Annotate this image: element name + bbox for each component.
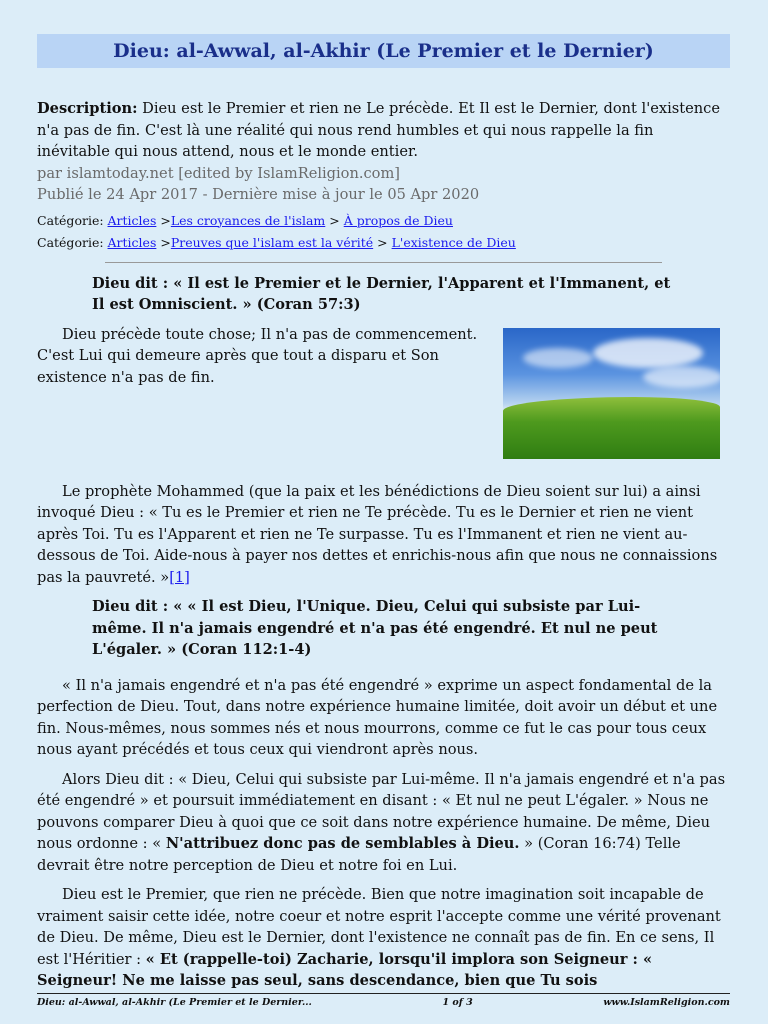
category-label: Catégorie: (37, 212, 104, 228)
quran-quote-1: Dieu dit : « Il est le Premier et le Dernier, l'Apparent et l'Immanent, et Il est Omniscient. » (Coran 57:3) (92, 274, 671, 313)
paragraph-3: « Il n'a jamais engendré et n'a pas été engendré » exprime un aspect fondamental de la perfection de Dieu. Tout, dans notre expérience humaine limitée, doit avoir un début et une fin. Nous-mêmes, nous sommes nés et nous mourrons, comme ce fut le cas pour tous ceux nous ayant précédés et tous ceux qui viendront après nous. (37, 676, 718, 758)
paragraph-4 (37, 769, 730, 877)
category-link-a-propos[interactable]: À propos de Dieu (343, 212, 453, 228)
category-line-2 (37, 232, 730, 254)
description (37, 98, 730, 163)
footer-site: www.IslamReligion.com (603, 997, 730, 1008)
quran-quote-2: Dieu dit : « « Il est Dieu, l'Unique. Dieu, Celui qui subsiste par Lui-même. Il n'a jamais engendré et n'a pas été engendré. Et nul ne peut L'égaler. » (Coran 112:1-4) (92, 598, 658, 658)
paragraph-5-bold: « Et (rappelle-toi) Zacharie, lorsqu'il implora son Seigneur : « Seigneur! Ne me laisse pas seul, sans descendance, bien que Tu sois (37, 950, 653, 989)
paragraph-5 (37, 884, 730, 992)
category-link-existence[interactable]: L'existence de Dieu (391, 234, 516, 250)
date-line: Publié le 24 Apr 2017 - Dernière mise à jour le 05 Apr 2020 (37, 186, 480, 203)
category-link-articles[interactable]: Articles (107, 234, 157, 250)
landscape-photo (503, 328, 720, 459)
breadcrumb-separator: > (373, 234, 392, 250)
author-line: par islamtoday.net [edited by IslamReligion.com] (37, 164, 400, 182)
description-label: Description: (37, 100, 138, 117)
paragraph-2-text: Le prophète Mohammed (que la paix et les bénédictions de Dieu soient sur lui) a ainsi invoqué Dieu : « Tu es le Premier et rien ne Te précède. Tu es le Dernier et rien ne vient après Toi. Tu es l'Apparent et rien ne Te surpasse. Tu es l'Immanent et rien ne vient au-dessous de Toi. Aide-nous à payer nos dettes et enrichis-nous afin que nous ne connaissions pas la pauvreté. » (37, 482, 718, 586)
page-title: Dieu: al-Awwal, al-Akhir (Le Premier et le Dernier) (37, 34, 730, 68)
footer-page-number: 1 of 3 (442, 997, 473, 1008)
paragraph-4-text: Alors Dieu dit : « Dieu, Celui qui subsiste par Lui-même. Il n'a jamais engendré et n'a pas été engendré » et poursuit immédiatement en disant : « Et nul ne peut L'égaler. » Nous ne pouvons comparer Dieu à quoi que ce soit dans notre expérience humaine. De même, Dieu nous ordonne : « (37, 770, 726, 852)
footer-title: Dieu: al-Awwal, al-Akhir (Le Premier et le Dernier... (37, 997, 312, 1008)
paragraph-4-bold: N'attribuez donc pas de semblables à Dieu. (165, 835, 520, 852)
category-label: Catégorie: (37, 234, 104, 250)
page-footer (37, 993, 730, 1008)
category-link-preuves[interactable]: Preuves que l'islam est la vérité (170, 234, 374, 250)
breadcrumb-separator: > (325, 212, 344, 228)
category-link-croyances[interactable]: Les croyances de l'islam (170, 212, 326, 228)
footnote-ref-1[interactable]: [1] (169, 568, 190, 586)
breadcrumb-separator: > (156, 212, 171, 228)
divider (105, 262, 662, 263)
category-link-articles[interactable]: Articles (107, 212, 157, 228)
breadcrumb-separator: > (156, 234, 171, 250)
article-content (37, 98, 730, 1000)
paragraph-5-text: Dieu est le Premier, que rien ne précède. Bien que notre imagination soit incapable de vraiment saisir cette idée, notre coeur et notre esprit l'accepte comme une vérité provenant de Dieu. De même, Dieu est le Dernier, dont l'existence ne connaît pas de fin. En ce sens, Il est l'Héritier : (37, 886, 721, 968)
description-text: Dieu est le Premier et rien ne Le précède. Et Il est le Dernier, dont l'existence n'a pas de fin. C'est là une réalité qui nous rend humbles et qui nous rappelle la fin inévitable qui nous attend, nous et le monde entier. (37, 100, 720, 160)
paragraph-1: Dieu précède toute chose; Il n'a pas de commencement. C'est Lui qui demeure après que tout a disparu et Son existence n'a pas de fin. (37, 325, 478, 386)
paragraph-4-text-end: » (Coran 16:74) Telle devrait être notre perception de Dieu et notre foi en Lui. (37, 835, 681, 874)
paragraph-2 (37, 481, 730, 589)
category-line-1 (37, 210, 730, 232)
